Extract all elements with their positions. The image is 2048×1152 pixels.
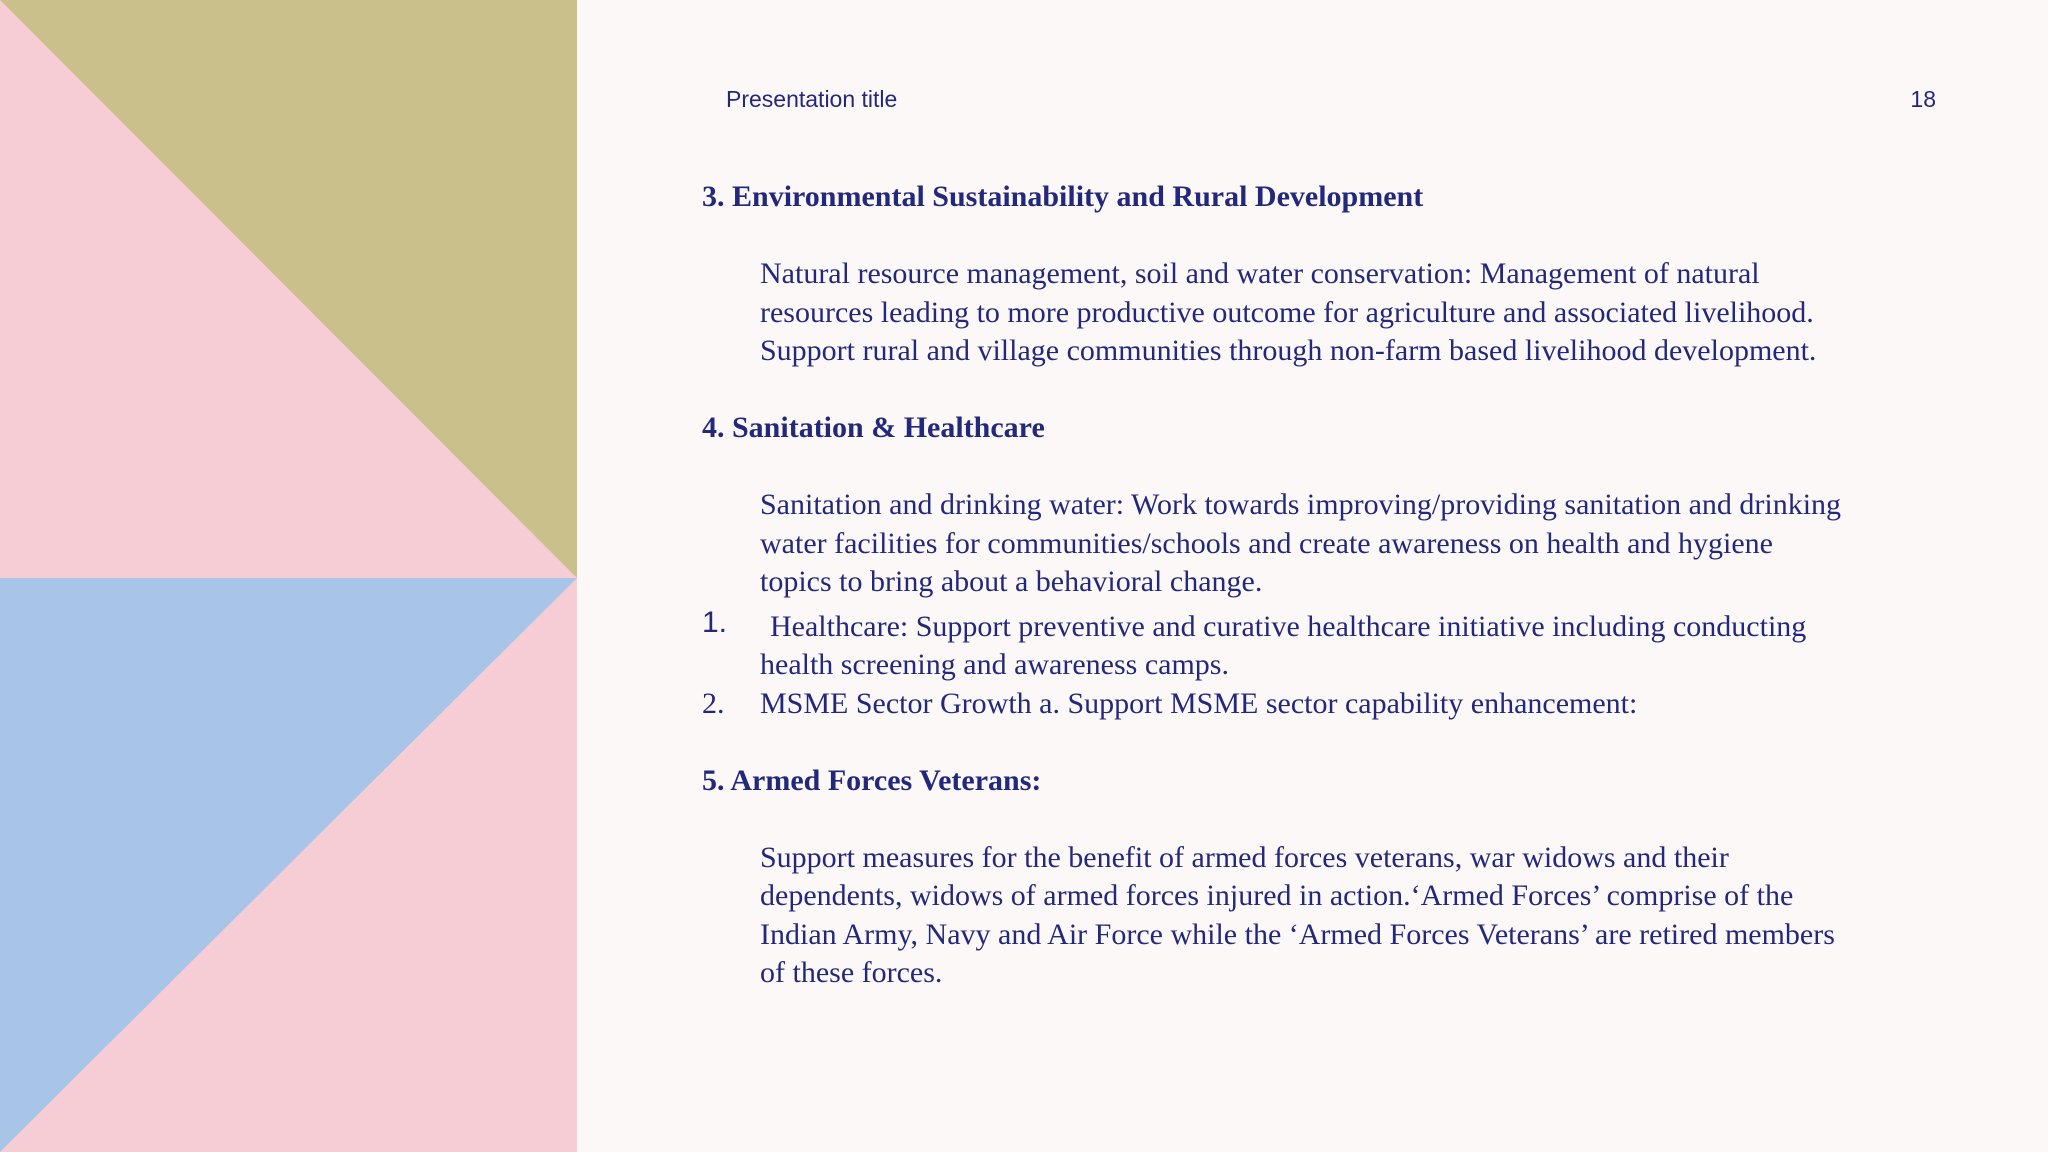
presentation-title: Presentation title bbox=[726, 86, 898, 112]
slide-body bbox=[702, 178, 1842, 993]
section-heading-environment: 3. Environmental Sustainability and Rural Development bbox=[702, 180, 1424, 213]
list-item-text: MSME Sector Growth a. Support MSME sector capability enhancement: bbox=[760, 686, 1638, 720]
section-paragraph-environment: Natural resource management, soil and water conservation: Management of natural resources leading to more productive outcome for agriculture and associated livelihood. Support rural and village communities through non-farm based livelihood development. bbox=[760, 257, 1817, 367]
section-paragraph-veterans: Support measures for the benefit of armed forces veterans, war widows and their dependents, widows of armed forces injured in action.‘Armed Forces’ comprise of the Indian Army, Navy and Air Force while the ‘Armed Forces Veterans’ are retired members of these forces. bbox=[760, 840, 1835, 989]
list-item-number: 2. bbox=[702, 686, 725, 720]
list-item bbox=[702, 685, 1842, 724]
decorative-triangles bbox=[0, 0, 577, 1152]
page-number: 18 bbox=[1910, 86, 1936, 112]
list-item bbox=[702, 605, 1842, 685]
list-item-text: Healthcare: Support preventive and curative healthcare initiative including conducting health screening and awareness camps. bbox=[760, 609, 1807, 681]
section-heading-sanitation: 4. Sanitation & Healthcare bbox=[702, 411, 1045, 444]
section-paragraph-sanitation: Sanitation and drinking water: Work towards improving/providing sanitation and drinking water facilities for communities/schools and create awareness on health and hygiene topics to bring about a behavioral change. bbox=[760, 488, 1842, 598]
section-heading-veterans: 5. Armed Forces Veterans: bbox=[702, 763, 1042, 797]
list-item-number: 1. bbox=[702, 605, 728, 639]
